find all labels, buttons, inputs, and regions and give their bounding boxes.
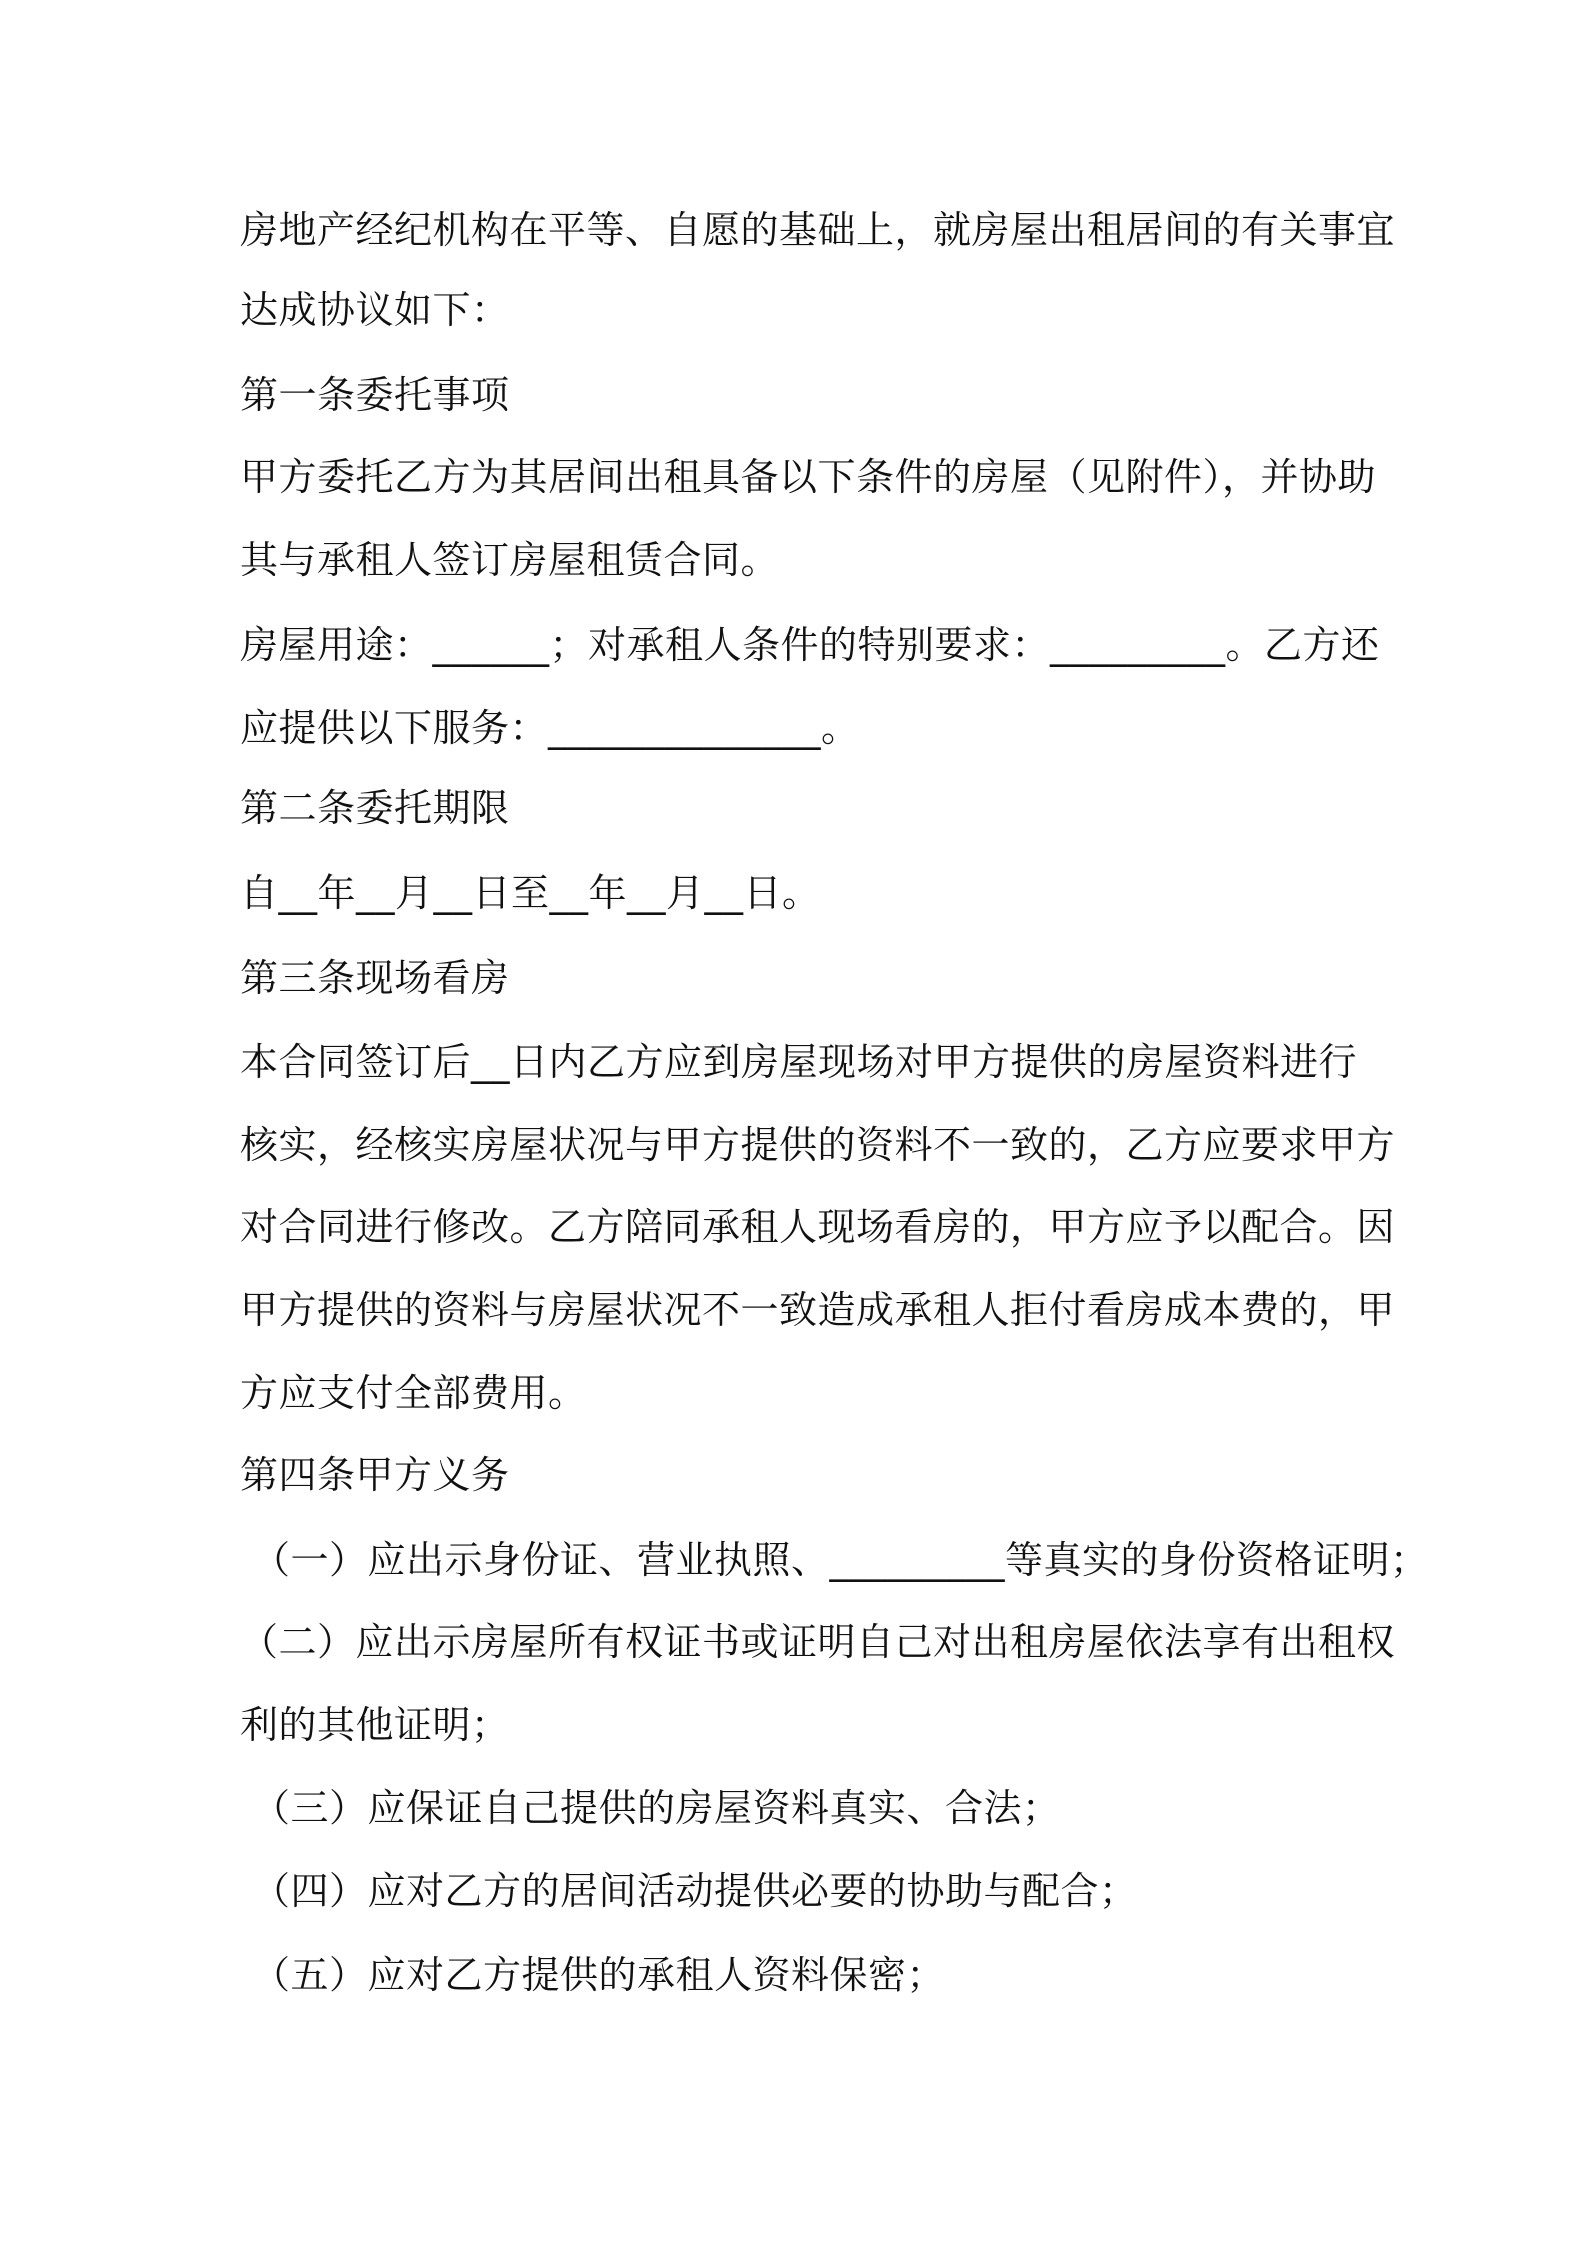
document-line: 利的其他证明； bbox=[240, 1703, 510, 1747]
document-line: 本合同签订后__日内乙方应到房屋现场对甲方提供的房屋资料进行 bbox=[240, 1040, 1358, 1084]
document-line: 甲方委托乙方为其居间出租具备以下条件的房屋（见附件），并协助 bbox=[240, 455, 1377, 499]
document-line: （二）应出示房屋所有权证书或证明自己对出租房屋依法享有出租权 bbox=[240, 1620, 1396, 1664]
document-line: 房地产经纪机构在平等、自愿的基础上，就房屋出租居间的有关事宜 bbox=[240, 208, 1396, 252]
document-line: （一）应出示身份证、营业执照、_________等真实的身份资格证明； bbox=[252, 1538, 1429, 1582]
document-line: 应提供以下服务：______________。 bbox=[240, 706, 860, 750]
document-line: （四）应对乙方的居间活动提供必要的协助与配合； bbox=[252, 1869, 1138, 1913]
section-heading: 第一条委托事项 bbox=[240, 373, 510, 417]
section-heading: 第二条委托期限 bbox=[240, 786, 510, 830]
document-line: 房屋用途：______；对承租人条件的特别要求：_________。乙方还 bbox=[240, 623, 1380, 667]
document-line: 达成协议如下： bbox=[240, 288, 510, 332]
document-line: （五）应对乙方提供的承租人资料保密； bbox=[252, 1953, 946, 1997]
document-line: 方应支付全部费用。 bbox=[240, 1371, 587, 1415]
document-line: 甲方提供的资料与房屋状况不一致造成承租人拒付看房成本费的，甲 bbox=[240, 1288, 1396, 1332]
document-line: 其与承租人签订房屋租赁合同。 bbox=[240, 538, 780, 582]
document-line: 自__年__月__日至__年__月__日。 bbox=[240, 871, 821, 915]
section-heading: 第四条甲方义务 bbox=[240, 1453, 510, 1497]
document-line: 对合同进行修改。乙方陪同承租人现场看房的，甲方应予以配合。因 bbox=[240, 1205, 1396, 1249]
document-line: （三）应保证自己提供的房屋资料真实、合法； bbox=[252, 1786, 1061, 1830]
document-line: 核实，经核实房屋状况与甲方提供的资料不一致的，乙方应要求甲方 bbox=[240, 1123, 1396, 1167]
section-heading: 第三条现场看房 bbox=[240, 956, 510, 1000]
